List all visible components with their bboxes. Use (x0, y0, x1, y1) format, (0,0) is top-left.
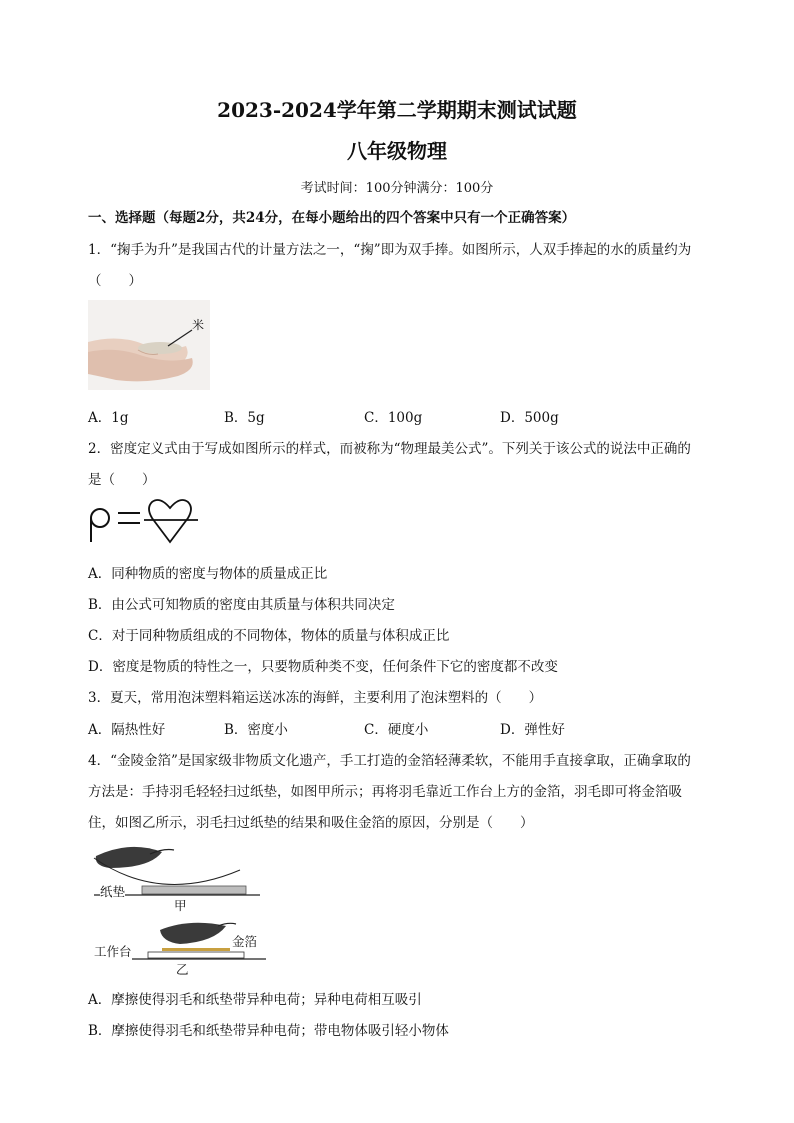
q1-stem-line1: 1．“掬手为升”是我国古代的计量方法之一，“掬”即为双手捧。如图所示，人双手捧起的水的质量约为 (88, 242, 692, 258)
q4-label-workbench: 工作台 (94, 944, 132, 959)
q3-option-c[interactable]: C．硬度小 (364, 722, 429, 738)
rho-equals-heart-icon (88, 496, 200, 548)
exam-subject: 八年级物理 (347, 139, 447, 163)
q2-option-c[interactable]: C．对于同种物质组成的不同物体，物体的质量与体积成正比 (88, 628, 450, 644)
q4-label-yi: 乙 (176, 962, 189, 977)
q2-formula-figure (88, 496, 200, 548)
q2-stem-line2: 是（ ） (88, 472, 156, 488)
exam-title: 2023-2024学年第二学期期末测试试题 (217, 98, 577, 122)
q4-label-jia: 甲 (174, 898, 187, 913)
q3-stem: 3．夏天，常用泡沫塑料箱运送冰冻的海鲜，主要利用了泡沫塑料的（ ） (88, 690, 543, 706)
q4-stem-line1: 4．“金陵金箔”是国家级非物质文化遗产，手工打造的金箔轻薄柔软，不能用手直接拿取，正确拿取的 (88, 753, 691, 769)
q1-stem-line2: （ ） (88, 273, 142, 289)
q2-option-a[interactable]: A．同种物质的密度与物体的质量成正比 (88, 566, 328, 582)
q1-option-d[interactable]: D．500g (500, 410, 559, 426)
section-heading: 一、选择题（每题2分，共24分，在每小题给出的四个答案中只有一个正确答案） (88, 210, 576, 226)
q1-option-c[interactable]: C．100g (364, 410, 423, 426)
q1-option-a[interactable]: A．1g (88, 410, 129, 426)
q4-label-gold-foil: 金箔 (232, 934, 258, 949)
q4-option-a[interactable]: A．摩擦使得羽毛和纸垫带异种电荷；异种电荷相互吸引 (88, 992, 422, 1008)
q1-hands-figure (88, 300, 210, 390)
q4-option-b[interactable]: B．摩擦使得羽毛和纸垫带异种电荷；带电物体吸引轻小物体 (88, 1023, 449, 1039)
q4-stem-line2: 方法是：手持羽毛轻轻扫过纸垫，如图甲所示；再将羽毛靠近工作台上方的金箔，羽毛即可将金箔吸 (88, 784, 682, 800)
hands-holding-rice-icon (88, 300, 210, 390)
q4-feather-figure (90, 838, 270, 976)
q3-option-a[interactable]: A．隔热性好 (88, 722, 166, 738)
exam-info: 考试时间：100分钟满分：100分 (300, 181, 494, 196)
q4-stem-line3: 住，如图乙所示，羽毛扫过纸垫的结果和吸住金箔的原因，分别是（ ） (88, 815, 534, 831)
q1-option-b[interactable]: B．5g (224, 410, 265, 426)
q2-stem-line1: 2．密度定义式由于写成如图所示的样式，而被称为“物理最美公式”。下列关于该公式的说法中正确的 (88, 441, 691, 457)
q3-option-b[interactable]: B．密度小 (224, 722, 288, 738)
q3-option-d[interactable]: D．弹性好 (500, 722, 565, 738)
q4-label-paper-pad: 纸垫 (100, 884, 126, 899)
q2-option-b[interactable]: B．由公式可知物质的密度由其质量与体积共同决定 (88, 597, 395, 613)
q2-option-d[interactable]: D．密度是物质的特性之一，只要物质种类不变，任何条件下它的密度都不改变 (88, 659, 558, 675)
q1-figure-label: 米 (192, 318, 205, 332)
